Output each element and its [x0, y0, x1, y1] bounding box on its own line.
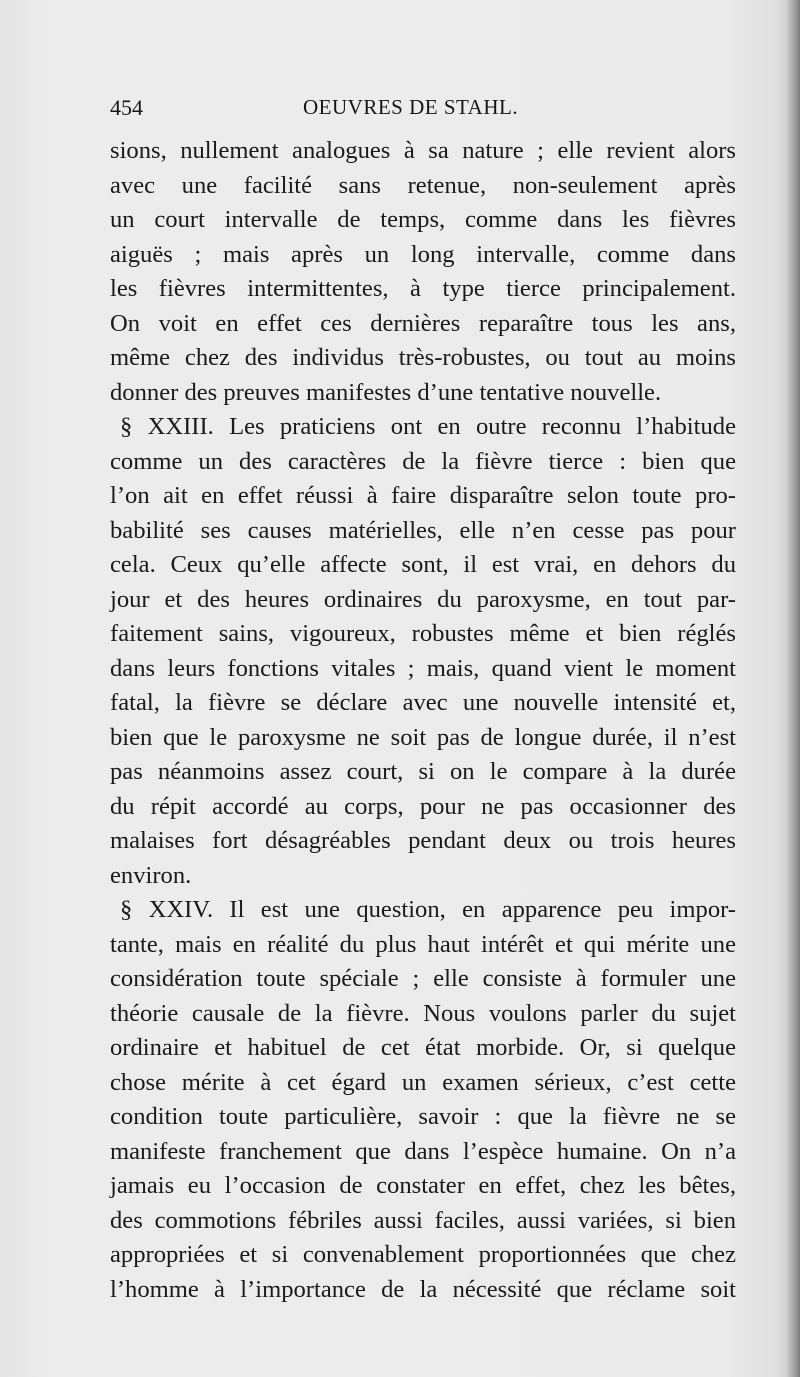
text-line: comme un des caractères de la fièvre tierce : bien que — [110, 447, 736, 475]
text-line: ordinaire et habituel de cet état morbide. Or, si quelque — [110, 1034, 736, 1061]
text-line: jour et des heures ordinaires du paroxysme, en tout par- — [110, 585, 736, 613]
section-heading-line: § XXIII. Les praticiens ont en outre reconnu l’habitude — [120, 413, 736, 440]
text-line: l’on ait en effet réussi à faire disparaître selon toute pro- — [110, 482, 736, 509]
page-header — [110, 95, 735, 129]
text-line: environ. — [110, 861, 192, 889]
page-edge-shadow — [786, 0, 800, 1377]
text-line: avec une facilité sans retenue, non-seulement après — [110, 171, 736, 199]
text-line: l’homme à l’importance de la nécessité que réclame soit — [110, 1275, 736, 1303]
text-line: du répit accordé au corps, pour ne pas occasionner des — [110, 792, 736, 820]
body-text — [110, 134, 736, 1307]
text-line: tante, mais en réalité du plus haut intérêt et qui mérite une — [110, 930, 736, 958]
text-line: pas néanmoins assez court, si on le compare à la durée — [110, 758, 736, 785]
text-line: considération toute spéciale ; elle consiste à formuler une — [110, 965, 736, 992]
text-line: aiguës ; mais après un long intervalle, comme dans — [110, 240, 736, 268]
text-line: même chez des individus très-robustes, ou tout au moins — [110, 344, 736, 371]
text-line: fatal, la fièvre se déclare avec une nouvelle intensité et, — [110, 689, 736, 716]
section-heading-line: § XXIV. Il est une question, en apparence peu impor- — [120, 896, 736, 923]
text-line: babilité ses causes matérielles, elle n’en cesse pas pour — [110, 516, 736, 544]
text-line: un court intervalle de temps, comme dans les fièvres — [110, 206, 736, 233]
text-line: malaises fort désagréables pendant deux ou trois heures — [110, 827, 736, 854]
text-line: théorie causale de la fièvre. Nous voulons parler du sujet — [110, 999, 736, 1027]
text-line: dans leurs fonctions vitales ; mais, quand vient le moment — [110, 654, 736, 682]
running-title: OEUVRES DE STAHL. — [303, 95, 519, 119]
text-line: appropriées et si convenablement proportionnées que chez — [110, 1241, 736, 1268]
page-number: 454 — [110, 95, 143, 120]
text-line: condition toute particulière, savoir : que la fièvre ne se — [110, 1103, 736, 1130]
text-line: jamais eu l’occasion de constater en effet, chez les bêtes, — [110, 1172, 736, 1199]
text-line: les fièvres intermittentes, à type tierce principalement. — [110, 275, 736, 302]
text-line: chose mérite à cet égard un examen sérieux, c’est cette — [110, 1068, 736, 1096]
text-line: bien que le paroxysme ne soit pas de longue durée, il n’est — [110, 723, 736, 751]
text-line: sions, nullement analogues à sa nature ; elle revient alors — [110, 137, 736, 164]
text-line: des commotions fébriles aussi faciles, aussi variées, si bien — [110, 1206, 736, 1234]
text-line: cela. Ceux qu’elle affecte sont, il est vrai, en dehors du — [110, 551, 736, 578]
text-line: manifeste franchement que dans l’espèce humaine. On n’a — [110, 1137, 736, 1165]
text-line: faitement sains, vigoureux, robustes même et bien réglés — [110, 620, 736, 647]
text-line: On voit en effet ces dernières reparaître tous les ans, — [110, 309, 736, 337]
text-line: donner des preuves manifestes d’une tentative nouvelle. — [110, 378, 662, 406]
